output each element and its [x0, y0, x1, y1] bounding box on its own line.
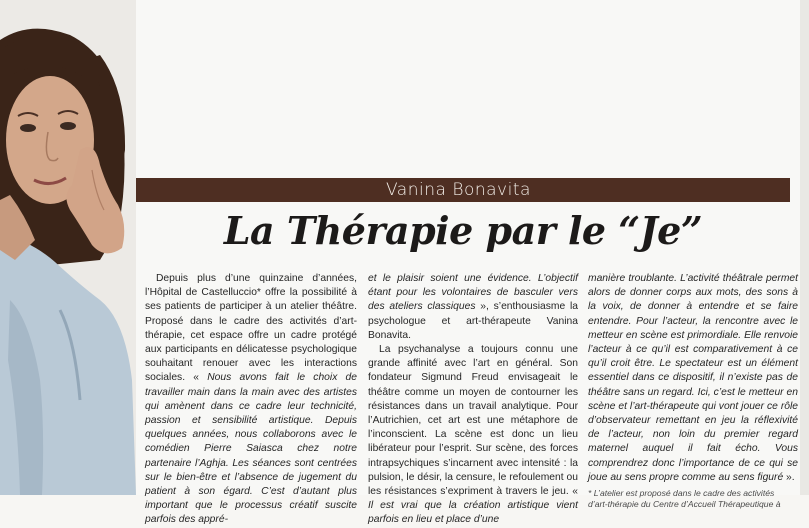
paragraph	[588, 272, 798, 485]
author-name: Vanina Bonavita	[386, 180, 531, 200]
quote-run: Nous avons fait le choix de travailler main dans la main avec des artistes qui amènent dans ce cadre leur technicité, passion et sensibilité artistique. Depuis quelques années, nous collaborons avec le comédien Pierre Saiasca chez notre partenaire l’Aghja. Les séances sont centrées sur le bien-être et l’absence de jugement du patient à son égard. C’est d’autant plus important que le processus créatif suscite parfois des appré-	[145, 372, 357, 526]
author-banner	[136, 178, 790, 202]
text-run: ».	[783, 471, 795, 483]
paragraph	[368, 272, 578, 343]
article-column-3	[588, 272, 798, 510]
page-edge	[800, 0, 809, 495]
footnote-line: d’art-thérapie du Centre d’Accueil Thérapeutique à	[588, 499, 781, 510]
portrait-illustration	[0, 0, 136, 495]
footnote-line: * L’atelier est proposé dans le cadre des activités	[588, 488, 775, 499]
text-run: Depuis plus d’une quinzaine d’années, l’Hôpital de Castelluccio* offre la possibilité à ses patients de participer à un atelier théâtre. Proposé dans le cadre des activités d’art-thérapie, cet espace offre un cadre protégé aux participants en délicatesse psychologique souhaitant renouer avec les interactions sociales. «	[145, 273, 357, 384]
footnote	[588, 488, 798, 510]
paragraph	[145, 272, 357, 528]
paragraph	[368, 343, 578, 528]
quote-run: et le plaisir soient une évidence. L’objectif étant pour les volontaires de basculer vers des ateliers classiques	[368, 273, 578, 313]
article-column-1	[145, 272, 357, 528]
quote-run: Il est vrai que la création artistique vient parfois en lieu et place d’une	[368, 500, 578, 526]
text-run: », s’enthousiasme la psychologue et art-thérapeute Vanina Bonavita.	[368, 301, 579, 341]
text-run: La psychanalyse a toujours connu une grande affinité avec l’art en général. Son fondateur Sigmund Freud envisageait le théâtre comme un moyen de contourner les résistances dans un travail analytique. Pour l’Autrichien, cet art est une métaphore de l’inconscient. La scène est donc un lieu libérateur pour l’esprit. Sur scène, des forces intrapsychiques s’incarnent avec intensité : la pulsion, le désir, la censure, le refoulement ou les résistances s’expriment à travers le jeu. «	[368, 344, 578, 498]
article-column-2	[368, 272, 578, 528]
article-title: La Thérapie par le “Je”	[223, 208, 703, 253]
portrait-photo	[0, 0, 136, 495]
quote-run: manière troublante. L’activité théâtrale permet alors de donner corps aux mots, des sons à la voix, de donner à entendre et se faire entendre. Pour l’acteur, la rencontre avec le metteur en scène est primordiale. Elle renvoie l’acteur à ce qu’il est comparativement à ce qu’il croit être. Le spectateur est un élément essentiel dans ce dispositif, il n’existe pas de théâtre sans un regard. Ici, c’est le metteur en scène et l’art-thérapeute qui vont jouer ce rôle d’observateur remettant en jeu la réflexivité de l’acteur, non loin du premier regard maternel auquel il fait écho. Vous comprendrez donc l’importance de ce qui se joue au sens propre comme au sens figuré	[588, 273, 798, 483]
